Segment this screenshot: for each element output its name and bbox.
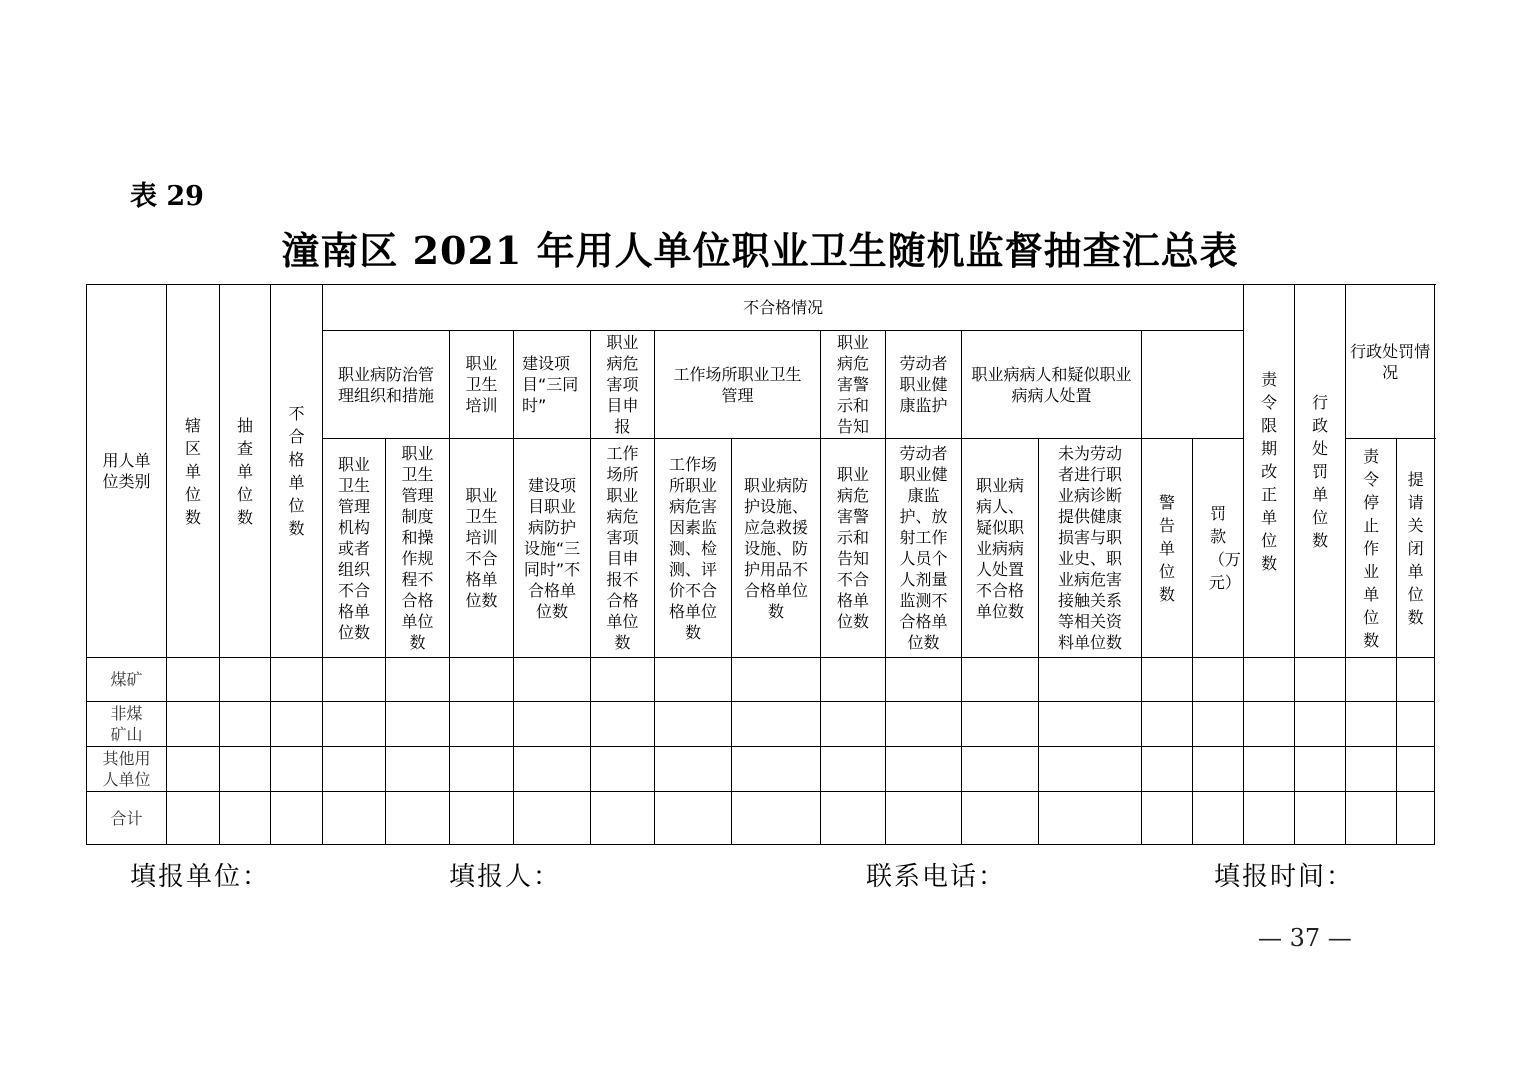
sub-training: 职业卫生培训不合格单位数 — [450, 439, 514, 658]
header-penalty-situation: 行政处罚情况 — [1346, 285, 1435, 439]
sub-mgmt-rules: 职业卫生管理制度和操作规程不合格单位数 — [386, 439, 450, 658]
sub-warning: 职业病危害警示和告知不合格单位数 — [821, 439, 886, 658]
footer-reporting-unit: 填报单位： — [130, 862, 271, 892]
header-rectify-units: 责令限期改正单位数 — [1244, 285, 1295, 658]
row-label: 其他用人单位 — [87, 747, 167, 792]
table-row — [87, 702, 1435, 747]
header-district-units: 辖区单位数 — [167, 285, 220, 658]
group-patients: 职业病病人和疑似职业病病人处置 — [962, 331, 1142, 439]
sub-health: 劳动者职业健康监护、放射工作人员个人剂量监测不合格单位数 — [886, 439, 962, 658]
group-training: 职业卫生培训 — [450, 331, 514, 439]
table-row — [87, 658, 1435, 702]
row-label-total: 合计 — [87, 792, 167, 845]
sub-fine: 罚款 （万元） — [1193, 439, 1244, 658]
sub-close: 提请关闭单位数 — [1397, 439, 1435, 658]
sub-stop-work: 责令停止作业单位数 — [1346, 439, 1397, 658]
sub-mgmt-org: 职业卫生管理机构或者组织不合格单位数 — [323, 439, 386, 658]
sub-hazard-report: 工作场所职业病危害项目申报不合格单位数 — [591, 439, 655, 658]
sub-three-simultaneous: 建设项目职业病防护设施“三同时”不合格单位数 — [514, 439, 591, 658]
sub-protection: 职业病防护设施、应急救援设施、防护用品不合格单位数 — [732, 439, 821, 658]
sub-patient-handling: 职业病病人、疑似职业病病人处置不合格单位数 — [962, 439, 1039, 658]
header-unit-type: 用人单位类别 — [87, 285, 167, 658]
table-row — [87, 747, 1435, 792]
row-label: 煤矿 — [87, 658, 167, 702]
header-checked-units: 抽查单位数 — [220, 285, 271, 658]
header-unqualified-situation: 不合格情况 — [323, 285, 1244, 331]
footer-report-time: 填报时间： — [1214, 862, 1355, 892]
page-number: — 37 — — [1258, 924, 1352, 952]
group-mgmt: 职业病防治管理组织和措施 — [323, 331, 450, 439]
summary-table — [86, 284, 1435, 845]
table-row — [87, 792, 1435, 845]
footer-phone: 联系电话： — [866, 862, 1007, 892]
footer-reporter: 填报人： — [449, 862, 562, 892]
header-unqualified-units: 不合格单位数 — [271, 285, 323, 658]
group-warning: 职业病危害警示和告知 — [821, 331, 886, 439]
sub-factor-monitor: 工作场所职业病危害因素监测、检测、评价不合格单位数 — [655, 439, 732, 658]
page-title: 潼南区 2021 年用人单位职业卫生随机监督抽查汇总表 — [281, 228, 1239, 273]
table-number: 表 29 — [130, 181, 204, 212]
group-hazard-report: 职业病危害项目申报 — [591, 331, 655, 439]
sub-warning-units: 警告单位数 — [1142, 439, 1193, 658]
header-penalty-units: 行政处罚单位数 — [1295, 285, 1346, 658]
group-workplace: 工作场所职业卫生管理 — [655, 331, 821, 439]
row-label: 非煤矿山 — [87, 702, 167, 747]
group-three-simultaneous: 建设项目“三同时” — [514, 331, 591, 439]
group-health: 劳动者职业健康监护 — [886, 331, 962, 439]
sub-patient-docs: 未为劳动者进行职业病诊断提供健康损害与职业史、职业病危害接触关系等相关资料单位数 — [1039, 439, 1142, 658]
